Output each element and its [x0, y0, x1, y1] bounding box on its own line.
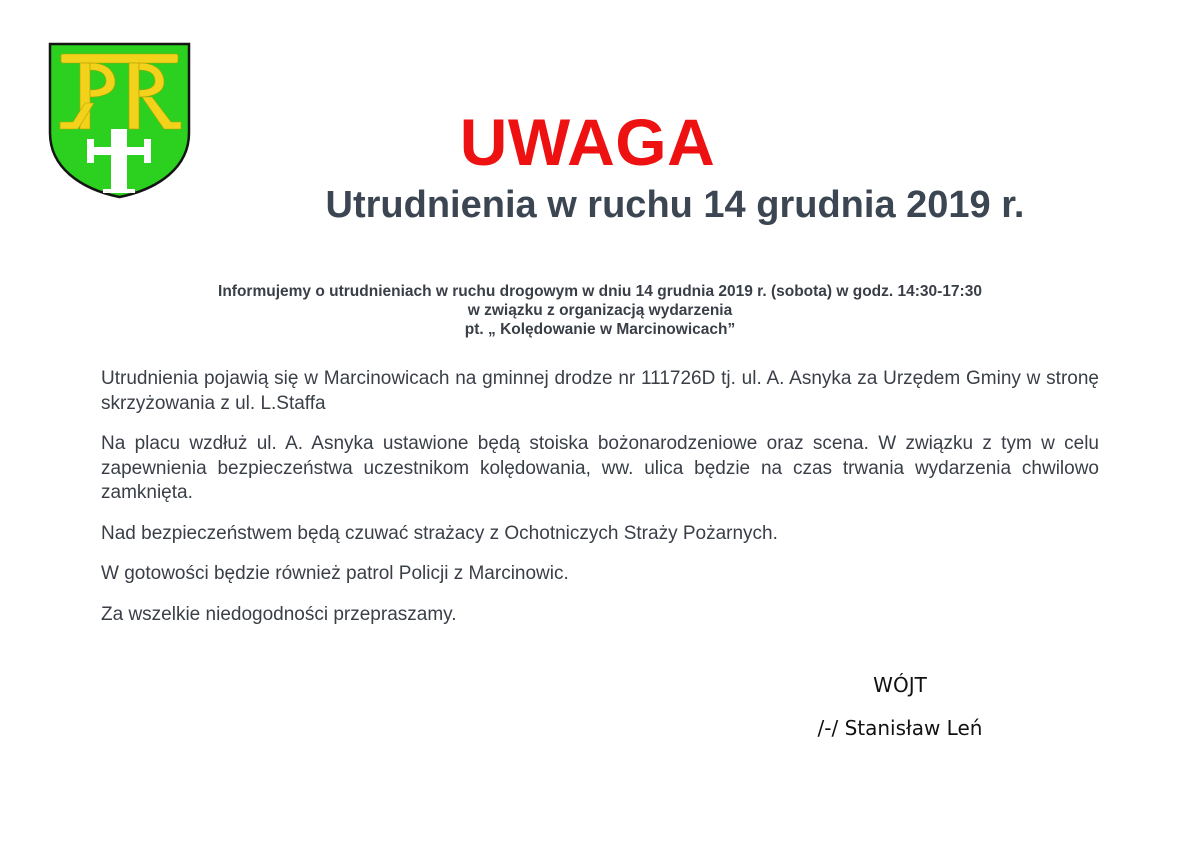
intro-block [100, 282, 1100, 339]
page-title: UWAGA [459, 105, 716, 179]
paragraph: Utrudnienia pojawią się w Marcinowicach na gminnej drodze nr 111726D tj. ul. A. Asnyka za Urzędem Gminy w stronę skrzyżowania z ul. L.Staffa [101, 368, 1099, 414]
paragraph: Na placu wzdłuż ul. A. Asnyka ustawione będą stoiska bożonarodzeniowe oraz scena. W związku z tym w celu zapewnienia bezpieczeństwa uczestnikom kolędowania, ww. ulica będzie na czas trwania wydarzenia chwilowo zamknięta. [101, 433, 1099, 503]
paragraph: W gotowości będzie również patrol Policji z Marcinowic. [101, 563, 569, 584]
paragraph: Nad bezpieczeństwem będą czuwać strażacy z Ochotniczych Straży Pożarnych. [101, 522, 778, 544]
paragraph: Za wszelkie niedogodności przepraszamy. [101, 603, 457, 625]
announcement-body [101, 367, 1099, 627]
intro-line: Informujemy o utrudnieniach w ruchu drogowym w dniu 14 grudnia 2019 r. (sobota) w godz. 14:30-17:30 [218, 283, 982, 300]
intro-line: pt. „ Kolędowanie w Marcinowicach” [464, 321, 736, 338]
signature-name: /-/ Stanisław Leń [817, 716, 983, 740]
signature-title: WÓJT [873, 673, 927, 697]
intro-line: w związku z organizacją wydarzenia [467, 302, 733, 319]
page-subtitle: Utrudnienia w ruchu 14 grudnia 2019 r. [325, 184, 1025, 226]
